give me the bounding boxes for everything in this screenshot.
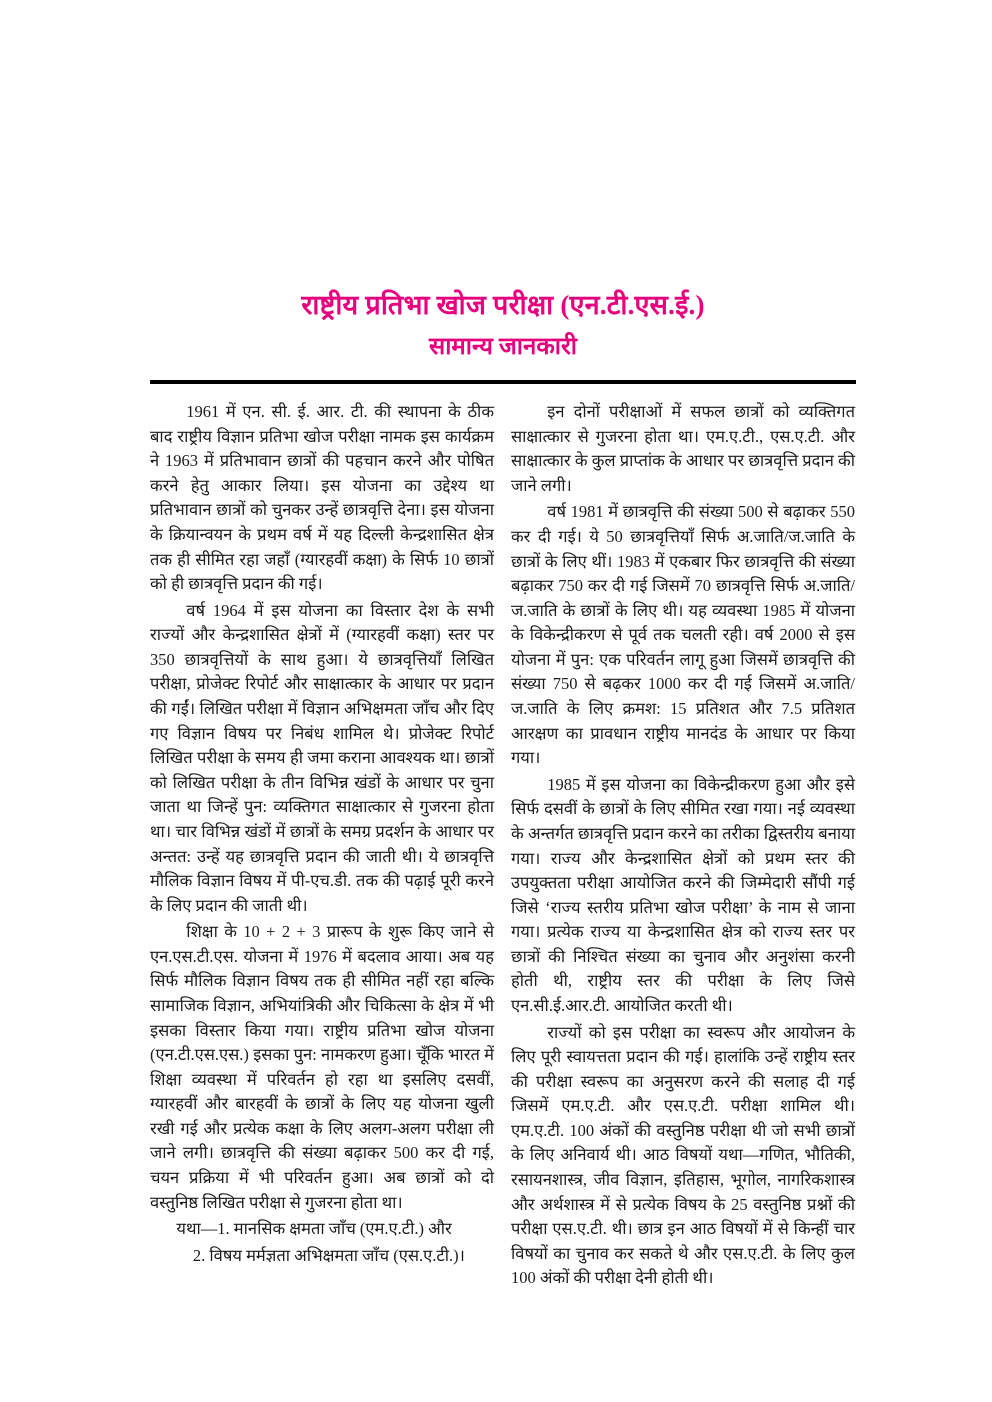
right-column xyxy=(511,400,855,1293)
document-page xyxy=(150,0,856,1402)
paragraph: राज्यों को इस परीक्षा का स्वरूप और आयोजन के लिए पूरी स्वायत्तता प्रदान की गई। हालांकि उन्हें राष्ट्रीय स्तर की परीक्षा स्वरूप का अनुसरण करने की सलाह दी गई जिसमें एम.ए.टी. और एस.ए.टी. परीक्षा शामिल थी। एम.ए.टी. 100 अंकों की वस्तुनिष्ठ परीक्षा थी जो सभी छात्रों के लिए अनिवार्य थी। आठ विषयों यथा—गणित, भौतिकी, रसायनशास्त्र, जीव विज्ञान, इतिहास, भूगोल, नागरिकशास्त्र और अर्थशास्त्र में से प्रत्येक विषय के 25 वस्तुनिष्ठ प्रश्नों की परीक्षा एस.ए.टी. थी। छात्र इन आठ विषयों में से किन्हीं चार विषयों का चुनाव कर सकते थे और एस.ए.टी. के लिए कुल 100 अंकों की परीक्षा देनी होती थी। xyxy=(511,1022,855,1288)
left-column xyxy=(150,400,494,1293)
page-title: राष्ट्रीय प्रतिभा खोज परीक्षा (एन.टी.एस.ई.) xyxy=(301,290,705,320)
horizontal-rule xyxy=(150,380,856,384)
heading-block xyxy=(150,288,856,362)
list-item-2: 2. विषय मर्मज्ञता अभिक्षमता जाँच (एस.ए.टी.)। xyxy=(192,1245,465,1265)
paragraph: शिक्षा के 10 + 2 + 3 प्रारूप के शुरू किए जाने से एन.एस.टी.एस. योजना में 1976 में बदलाव आया। अब यह सिर्फ मौलिक विज्ञान विषय तक ही सीमित नहीं रहा बल्कि सामाजिक विज्ञान, अभियांत्रिकी और चिकित्सा के क्षेत्र में भी इसका विस्तार किया गया। राष्ट्रीय प्रतिभा खोज योजना (एन.टी.एस.एस.) इसका पुन: नामकरण हुआ। चूँकि भारत में शिक्षा व्यवस्था में परिवर्तन हो रहा था इसलिए दसवीं, ग्यारहवीं और बारहवीं के छात्रों के लिए यह योजना खुली रखी गई और प्रत्येक कक्षा के लिए अलग-अलग परीक्षा ली जाने लगी। छात्रवृत्ति की संख्या बढ़ाकर 500 कर दी गई, चयन प्रक्रिया में भी परिवर्तन हुआ। अब छात्रों को दो वस्तुनिष्ठ लिखित परीक्षा से गुजरना होता था। xyxy=(150,922,494,1212)
paragraph: इन दोनों परीक्षाओं में सफल छात्रों को व्यक्तिगत साक्षात्कार से गुजरना होता था। एम.ए.टी., एस.ए.टी. और साक्षात्कार के कुल प्राप्तांक के आधार पर छात्रवृत्ति प्रदान की जाने लगी। xyxy=(511,402,855,495)
paragraph: 1961 में एन. सी. ई. आर. टी. की स्थापना के ठीक बाद राष्ट्रीय विज्ञान प्रतिभा खोज परीक्षा नामक इस कार्यक्रम ने 1963 में प्रतिभावान छात्रों की पहचान करने और पोषित करने हेतु आकार लिया। इस योजना का उद्देश्य था प्रतिभावान छात्रों को चुनकर उन्हें छात्रवृत्ति देना। इस योजना के क्रियान्वयन के प्रथम वर्ष में यह दिल्ली केन्द्रशासित क्षेत्र तक ही सीमित रहा जहाँ (ग्यारहवीं कक्षा) के सिर्फ 10 छात्रों को ही छात्रवृत्ति प्रदान की गई। xyxy=(150,402,494,594)
paragraph: 1985 में इस योजना का विकेन्द्रीकरण हुआ और इसे सिर्फ दसवीं के छात्रों के लिए सीमित रखा गया। नई व्यवस्था के अन्तर्गत छात्रवृत्ति प्रदान करने का तरीका द्विस्तरीय बनाया गया। राज्य और केन्द्रशासित क्षेत्रों को प्रथम स्तर की उपयुक्तता परीक्षा आयोजित करने की जिम्मेदारी सौंपी गई जिसे ‘राज्य स्तरीय प्रतिभा खोज परीक्षा’ के नाम से जाना गया। प्रत्येक राज्य या केन्द्रशासित क्षेत्र को राज्य स्तर पर छात्रों की निश्चित संख्या का चुनाव और अनुशंसा करनी होती थी, राष्ट्रीय स्तर की परीक्षा के लिए जिसे एन.सी.ई.आर.टी. आयोजित करती थी। xyxy=(511,774,855,1015)
list-item-1: यथा—1. मानसिक क्षमता जाँच (एम.ए.टी.) और xyxy=(176,1219,452,1239)
text-columns xyxy=(150,400,856,1293)
page-subtitle: सामान्य जानकारी xyxy=(428,334,578,361)
paragraph: वर्ष 1964 में इस योजना का विस्तार देश के सभी राज्यों और केन्द्रशासित क्षेत्रों में (ग्यारहवीं कक्षा) स्तर पर 350 छात्रवृत्तियों के साथ हुआ। ये छात्रवृत्तियाँ लिखित परीक्षा, प्रोजेक्ट रिपोर्ट और साक्षात्कार के आधार पर प्रदान की गईं। लिखित परीक्षा में विज्ञान अभिक्षमता जाँच और दिए गए विज्ञान विषय पर निबंध शामिल थे। प्रोजेक्ट रिपोर्ट लिखित परीक्षा के समय ही जमा कराना आवश्यक था। छात्रों को लिखित परीक्षा के तीन विभिन्न खंडों के आधार पर चुना जाता था जिन्हें पुन: व्यक्तिगत साक्षात्कार से गुजरना होता था। चार विभिन्न खंडों में छात्रों के समग्र प्रदर्शन के आधार पर अन्तत: उन्हें यह छात्रवृत्ति प्रदान की जाती थी। ये छात्रवृत्ति मौलिक विज्ञान विषय में पी-एच.डी. तक की पढ़ाई पूरी करने के लिए प्रदान की जाती थी। xyxy=(150,600,494,915)
paragraph: वर्ष 1981 में छात्रवृत्ति की संख्या 500 से बढ़ाकर 550 कर दी गई। ये 50 छात्रवृत्तियाँ सिर्फ अ.जाति/ज.जाति के छात्रों के लिए थीं। 1983 में एकबार फिर छात्रवृत्ति की संख्या बढ़ाकर 750 कर दी गई जिसमें 70 छात्रवृत्ति सिर्फ अ.जाति/ज.जाति के छात्रों के लिए थी। यह व्यवस्था 1985 में योजना के विकेन्द्रीकरण से पूर्व तक चलती रही। वर्ष 2000 से इस योजना में पुन: एक परिवर्तन लागू हुआ जिसमें छात्रवृत्ति की संख्या 750 से बढ़कर 1000 कर दी गई जिसमें अ.जाति/ज.जाति के लिए क्रमश: 15 प्रतिशत और 7.5 प्रतिशत आरक्षण का प्रावधान राष्ट्रीय मानदंड के आधार पर किया गया। xyxy=(511,502,855,768)
